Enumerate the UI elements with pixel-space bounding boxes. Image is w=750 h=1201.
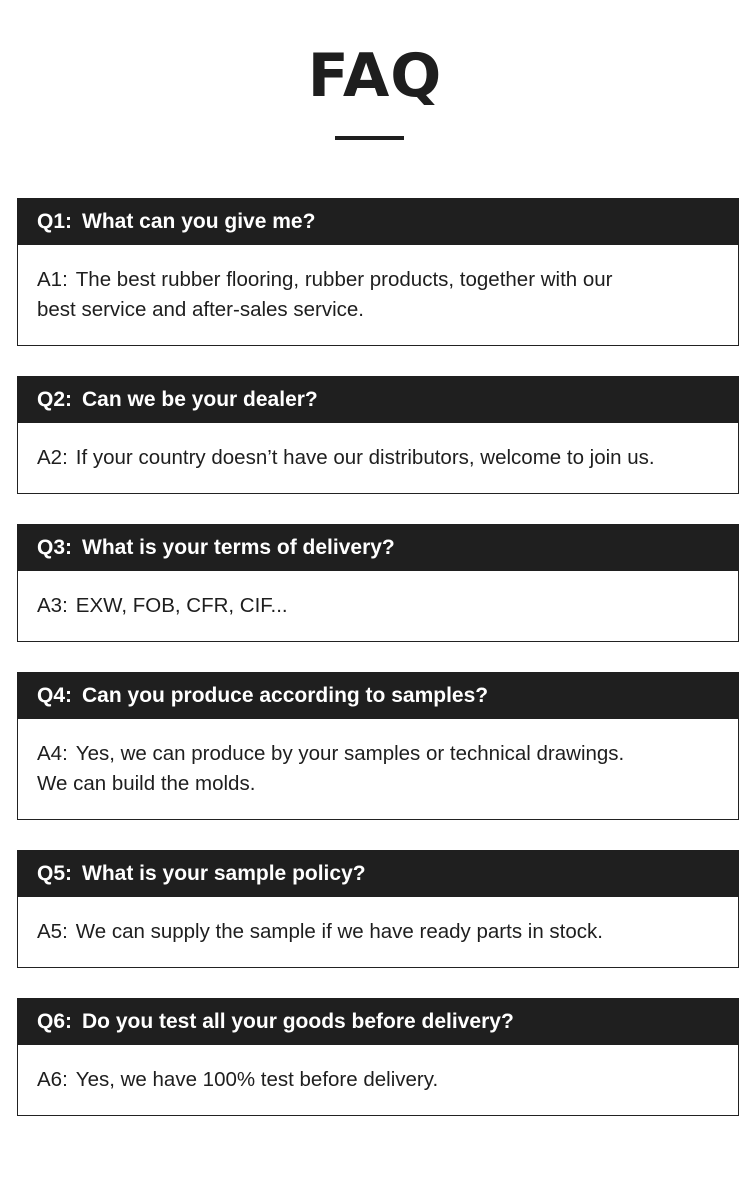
answer-text: The best rubber flooring, rubber products, together with our: [75, 268, 613, 291]
page-title: FAQ: [307, 41, 443, 111]
faq-item-1: [17, 198, 739, 346]
title-underline: [335, 136, 404, 140]
answer-line: [37, 443, 734, 473]
question-number: Q3:: [37, 535, 73, 559]
answer-box: [17, 719, 739, 820]
question-bar: [17, 850, 739, 897]
faq-item-5: [17, 850, 739, 968]
answer-box: [17, 245, 739, 346]
question-text: Do you test all your goods before delivery?: [82, 1009, 514, 1033]
answer-line: [37, 1065, 734, 1095]
question-number: Q2:: [37, 387, 73, 411]
faq-item-2: [17, 376, 739, 494]
question-number: Q4:: [37, 683, 73, 707]
question-text: What can you give me?: [82, 209, 316, 233]
answer-text: EXW, FOB, CFR, CIF...: [75, 594, 288, 617]
question-bar: [17, 376, 739, 423]
answer-line: We can build the molds.: [37, 772, 256, 795]
question-bar: [17, 524, 739, 571]
answer-box: [17, 897, 739, 968]
answer-line: [37, 265, 734, 295]
answer-text: Yes, we have 100% test before delivery.: [75, 1068, 439, 1091]
faq-list: [17, 198, 739, 1146]
answer-line: [37, 739, 734, 769]
answer-number: A3:: [37, 594, 68, 617]
answer-box: [17, 1045, 739, 1116]
faq-item-6: [17, 998, 739, 1116]
question-text: What is your terms of delivery?: [82, 535, 395, 559]
question-bar: [17, 998, 739, 1045]
answer-number: A4:: [37, 742, 68, 765]
question-bar: [17, 198, 739, 245]
answer-number: A5:: [37, 920, 68, 943]
answer-number: A6:: [37, 1068, 68, 1091]
question-text: Can you produce according to samples?: [82, 683, 489, 707]
answer-box: [17, 571, 739, 642]
question-bar: [17, 672, 739, 719]
answer-text: If your country doesn’t have our distributors, welcome to join us.: [75, 446, 655, 469]
question-number: Q1:: [37, 209, 73, 233]
question-text: Can we be your dealer?: [82, 387, 318, 411]
faq-item-4: [17, 672, 739, 820]
answer-number: A1:: [37, 268, 68, 291]
answer-line: best service and after-sales service.: [37, 298, 364, 321]
answer-text: We can supply the sample if we have ready parts in stock.: [75, 920, 603, 943]
question-number: Q5:: [37, 861, 73, 885]
question-number: Q6:: [37, 1009, 73, 1033]
answer-number: A2:: [37, 446, 68, 469]
answer-box: [17, 423, 739, 494]
faq-item-3: [17, 524, 739, 642]
answer-line: [37, 591, 734, 621]
answer-text: Yes, we can produce by your samples or technical drawings.: [75, 742, 625, 765]
question-text: What is your sample policy?: [82, 861, 366, 885]
answer-line: [37, 917, 734, 947]
